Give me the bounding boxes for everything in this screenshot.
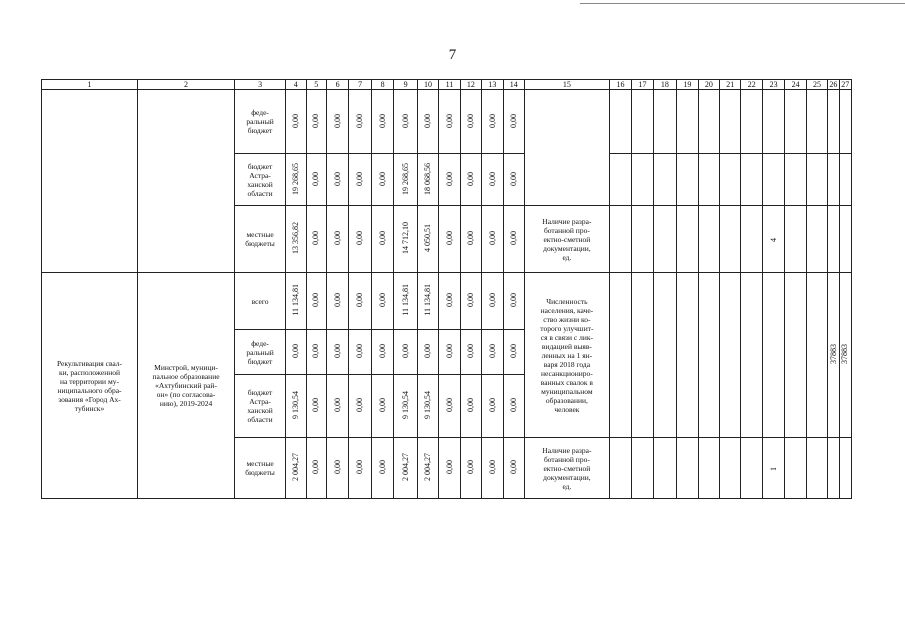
amount-cell	[460, 90, 481, 154]
amount-cell	[371, 438, 393, 499]
amount-cell	[503, 330, 524, 375]
target-cell	[828, 90, 839, 154]
cell-value: 0,00	[291, 113, 300, 128]
cell-value: 0,00	[444, 171, 454, 186]
header-cell-6: 6	[326, 80, 348, 90]
funding-source-label: бюджет Астра- ханской области	[235, 375, 286, 438]
target-cell	[785, 438, 806, 499]
amount-cell	[326, 206, 348, 273]
amount-cell	[286, 375, 306, 438]
target-cell	[720, 273, 741, 438]
cell-value: 0,00	[311, 460, 321, 474]
amount-cell	[503, 273, 524, 330]
amount-cell	[503, 154, 524, 206]
target-cell	[677, 273, 698, 438]
cell-col1-continued	[42, 90, 138, 273]
target-cell	[653, 206, 676, 273]
amount-cell	[460, 375, 481, 438]
cell-value: 0,00	[355, 171, 365, 186]
target-cell	[698, 154, 719, 206]
cell-value: 0,00	[377, 460, 387, 474]
amount-cell	[286, 273, 306, 330]
header-cell-25: 25	[806, 80, 827, 90]
amount-cell	[306, 90, 326, 154]
program-table	[41, 79, 852, 499]
cell-value: 11 134,81	[423, 284, 433, 316]
amount-cell	[417, 330, 438, 375]
cell-value: 0,00	[332, 171, 342, 186]
funding-source-label: всего	[235, 273, 286, 330]
cell-value: 37883	[840, 344, 850, 364]
target-cell	[653, 154, 676, 206]
cell-value: 0,00	[311, 293, 321, 307]
cell-value: 0,00	[377, 171, 387, 186]
cell-value: 0,00	[509, 231, 518, 245]
cell-value: 2 004,27	[400, 453, 410, 481]
cell-value: 0,00	[466, 460, 476, 474]
target-cell	[785, 206, 806, 273]
amount-cell	[349, 330, 371, 375]
header-cell-3: 3	[235, 80, 286, 90]
cell-value: 0,00	[444, 344, 454, 358]
target-cell	[720, 206, 741, 273]
header-cell-2: 2	[138, 80, 235, 90]
cell-value: 0,00	[355, 231, 365, 245]
target-cell	[785, 273, 806, 438]
header-cell-21: 21	[720, 80, 741, 90]
cell-value: 0,00	[487, 398, 497, 412]
amount-cell	[306, 438, 326, 499]
cell-value: 0,00	[509, 398, 518, 412]
target-cell	[806, 154, 827, 206]
target-cell	[609, 206, 631, 273]
cell-value: 0,00	[377, 344, 387, 358]
cell-value: 0,00	[377, 293, 387, 307]
cell-value: 11 134,81	[400, 284, 410, 316]
target-cell	[839, 90, 852, 154]
amount-cell	[482, 330, 503, 375]
target-col-23	[762, 206, 784, 273]
cell-value: 0,00	[400, 344, 410, 358]
amount-cell	[417, 206, 438, 273]
cell-value: 2 004,27	[291, 453, 300, 481]
amount-cell	[349, 90, 371, 154]
amount-cell	[394, 273, 417, 330]
cell-value: 0,00	[377, 231, 387, 245]
target-cell	[632, 273, 653, 438]
cell-value: 14 712,10	[400, 222, 410, 254]
cell-value: 9 130,54	[423, 391, 433, 419]
amount-cell	[417, 273, 438, 330]
header-cell-19: 19	[677, 80, 698, 90]
header-cell-22: 22	[741, 80, 762, 90]
target-cell	[653, 273, 676, 438]
header-cell-9: 9	[394, 80, 417, 90]
header-cell-7: 7	[349, 80, 371, 90]
header-cell-20: 20	[698, 80, 719, 90]
cell-value: 0,00	[466, 113, 476, 128]
cell-col2-continued	[138, 90, 235, 273]
amount-cell	[460, 206, 481, 273]
amount-cell	[326, 330, 348, 375]
header-cell-26: 26	[829, 80, 838, 89]
target-cell	[698, 90, 719, 154]
target-col-26	[828, 273, 839, 438]
target-col-27	[839, 273, 852, 438]
target-cell	[785, 154, 806, 206]
cell-value: 0,00	[509, 171, 518, 186]
table-row	[42, 273, 852, 330]
cell-value: 1	[768, 466, 778, 471]
amount-cell	[394, 375, 417, 438]
cell-value: 0,00	[400, 113, 410, 128]
target-col-23	[762, 438, 784, 499]
amount-cell	[503, 206, 524, 273]
target-cell	[785, 90, 806, 154]
amount-cell	[394, 438, 417, 499]
target-cell	[741, 90, 762, 154]
target-cell	[632, 438, 653, 499]
cell-value: 0,00	[466, 293, 476, 307]
cell-value: 0,00	[487, 171, 497, 186]
amount-cell	[417, 154, 438, 206]
funding-source-label: феде- ральный бюджет	[235, 330, 286, 375]
amount-cell	[417, 90, 438, 154]
target-cell	[806, 438, 827, 499]
cell-value: 0,00	[311, 113, 321, 128]
target-cell	[762, 273, 784, 438]
target-cell	[609, 438, 631, 499]
cell-value: 0,00	[509, 293, 518, 307]
target-cell	[806, 206, 827, 273]
header-cell-4: 4	[286, 80, 306, 90]
funding-source-label: бюджет Астра- ханской области	[235, 154, 286, 206]
amount-cell	[306, 273, 326, 330]
target-cell	[762, 154, 784, 206]
cell-value: 0,00	[332, 231, 342, 245]
header-cell-16: 16	[609, 80, 631, 90]
cell-value: 0,00	[332, 344, 342, 358]
cell-value: 0,00	[466, 398, 476, 412]
cell-value: 0,00	[311, 231, 321, 245]
cell-value: 19 268,65	[291, 162, 300, 195]
amount-cell	[306, 206, 326, 273]
amount-cell	[326, 154, 348, 206]
amount-cell	[482, 438, 503, 499]
cell-value: 18 068,56	[423, 162, 433, 195]
cell-value: 0,00	[377, 398, 387, 412]
header-cell-23: 23	[762, 80, 784, 90]
header-cell-13: 13	[482, 80, 503, 90]
table-row	[42, 90, 852, 154]
amount-cell	[349, 154, 371, 206]
target-cell	[677, 154, 698, 206]
amount-cell	[439, 330, 460, 375]
amount-cell	[306, 154, 326, 206]
cell-value: 0,00	[444, 231, 454, 245]
header-row	[42, 80, 852, 90]
amount-cell	[417, 438, 438, 499]
cell-value: 0,00	[487, 293, 497, 307]
target-cell	[677, 90, 698, 154]
cell-value: 0,00	[355, 344, 365, 358]
cell-value: 0,00	[444, 293, 454, 307]
amount-cell	[326, 90, 348, 154]
target-cell	[698, 438, 719, 499]
target-cell	[677, 206, 698, 273]
amount-cell	[417, 375, 438, 438]
amount-cell	[326, 273, 348, 330]
indicator-cell-empty	[525, 90, 610, 206]
amount-cell	[371, 154, 393, 206]
header-cell-18: 18	[653, 80, 676, 90]
cell-value: 11 134,81	[291, 284, 300, 316]
target-cell	[828, 206, 839, 273]
cell-value: 0,00	[509, 460, 518, 474]
amount-cell	[371, 375, 393, 438]
amount-cell	[439, 90, 460, 154]
target-cell	[632, 90, 653, 154]
amount-cell	[286, 330, 306, 375]
funding-source-label: местные бюджеты	[235, 206, 286, 273]
cell-value: 0,00	[355, 293, 365, 307]
cell-value: 0,00	[466, 231, 476, 245]
cell-value: 0,00	[466, 171, 476, 186]
cell-value: 13 356,82	[291, 222, 300, 254]
cell-value: 37883	[828, 344, 838, 364]
cell-value: 0,00	[355, 113, 365, 128]
amount-cell	[503, 90, 524, 154]
header-cell-17: 17	[632, 80, 653, 90]
header-cell-24: 24	[785, 80, 806, 90]
amount-cell	[371, 330, 393, 375]
amount-cell	[326, 375, 348, 438]
cell-value: 2 004,27	[423, 453, 433, 481]
target-cell	[632, 154, 653, 206]
cell-value: 9 130,54	[291, 391, 300, 419]
amount-cell	[286, 154, 306, 206]
cell-value: 0,00	[332, 460, 342, 474]
header-cell-27: 27	[839, 80, 852, 90]
cell-value: 0,00	[355, 398, 365, 412]
header-cell-15: 15	[525, 80, 610, 90]
amount-cell	[482, 273, 503, 330]
cell-value: 0,00	[423, 113, 433, 128]
amount-cell	[482, 375, 503, 438]
target-cell	[632, 206, 653, 273]
cell-value: 0,00	[487, 460, 497, 474]
amount-cell	[349, 273, 371, 330]
target-cell	[839, 206, 852, 273]
amount-cell	[371, 273, 393, 330]
target-cell	[720, 90, 741, 154]
amount-cell	[394, 90, 417, 154]
cell-value: 0,00	[332, 398, 342, 412]
amount-cell	[482, 90, 503, 154]
funding-source-label: феде- ральный бюджет	[235, 90, 286, 154]
cell-value: 0,00	[355, 460, 365, 474]
target-cell	[741, 154, 762, 206]
amount-cell	[349, 206, 371, 273]
amount-cell	[503, 375, 524, 438]
indicator-docs: Наличие разра- ботанной про- ектно-сметной документации, ед.	[525, 206, 610, 273]
header-cell-1: 1	[42, 80, 138, 90]
target-cell	[828, 438, 839, 499]
amount-cell	[503, 438, 524, 499]
indicator-docs: Наличие разра- ботанной про- ектно-сметной документации, ед.	[525, 438, 610, 499]
target-cell	[806, 273, 827, 438]
header-cell-12: 12	[460, 80, 481, 90]
amount-cell	[394, 206, 417, 273]
amount-cell	[439, 206, 460, 273]
cell-value: 0,00	[291, 344, 300, 358]
amount-cell	[306, 330, 326, 375]
amount-cell	[349, 375, 371, 438]
cell-value: 0,00	[509, 344, 518, 358]
target-cell	[741, 273, 762, 438]
amount-cell	[460, 154, 481, 206]
cell-value: 0,00	[444, 460, 454, 474]
amount-cell	[371, 206, 393, 273]
cell-value: 0,00	[311, 398, 321, 412]
amount-cell	[286, 206, 306, 273]
amount-cell	[460, 273, 481, 330]
target-cell	[698, 273, 719, 438]
measure-name: Рекультивация свал- ки, расположенной на территории му- ниципального обра- зования «Город Ах- тубинск»	[42, 273, 138, 499]
amount-cell	[482, 154, 503, 206]
header-cell-10: 10	[417, 80, 438, 90]
target-cell	[828, 154, 839, 206]
target-cell	[698, 206, 719, 273]
header-cell-5: 5	[306, 80, 326, 90]
amount-cell	[439, 154, 460, 206]
cell-value: 0,00	[487, 231, 497, 245]
cell-value: 0,00	[444, 398, 454, 412]
target-cell	[806, 90, 827, 154]
target-cell	[720, 154, 741, 206]
page-number: 7	[448, 47, 457, 63]
funding-source-label: местные бюджеты	[235, 438, 286, 499]
cell-value: 0,00	[509, 113, 518, 128]
amount-cell	[394, 154, 417, 206]
header-cell-14: 14	[503, 80, 524, 90]
cell-value: 0,00	[311, 344, 321, 358]
target-cell	[741, 206, 762, 273]
cell-value: 0,00	[423, 344, 433, 358]
amount-cell	[460, 330, 481, 375]
target-cell	[609, 273, 631, 438]
amount-cell	[306, 375, 326, 438]
cell-value: 19 268,65	[400, 162, 410, 195]
target-cell	[609, 90, 631, 154]
cell-value: 0,00	[487, 344, 497, 358]
target-cell	[609, 154, 631, 206]
cell-value: 4 050,51	[423, 224, 433, 252]
target-cell	[839, 154, 852, 206]
amount-cell	[349, 438, 371, 499]
cell-value: 9 130,54	[400, 391, 410, 419]
target-cell	[677, 438, 698, 499]
amount-cell	[439, 273, 460, 330]
cell-value: 0,00	[311, 171, 321, 186]
cell-value: 0,00	[466, 344, 476, 358]
cell-value: 0,00	[332, 293, 342, 307]
amount-cell	[439, 375, 460, 438]
amount-cell	[482, 206, 503, 273]
cell-value: 0,00	[377, 113, 387, 128]
amount-cell	[394, 330, 417, 375]
indicator-population: Численность населения, каче- ство жизни ко- торого улучшит- ся в связи с лик- видацией выяв- ленных на 1 ян- варя 2018 года несанкциониро- ванных свалок в муниципальном образовании, человек	[525, 273, 610, 438]
amount-cell	[326, 438, 348, 499]
target-cell	[653, 90, 676, 154]
cell-value: 4	[768, 237, 778, 242]
amount-cell	[439, 438, 460, 499]
amount-cell	[286, 438, 306, 499]
cell-value: 0,00	[332, 113, 342, 128]
target-cell	[741, 438, 762, 499]
target-cell	[762, 90, 784, 154]
header-cell-11: 11	[439, 80, 460, 90]
top-rule	[580, 3, 905, 4]
amount-cell	[286, 90, 306, 154]
cell-value: 0,00	[444, 113, 454, 128]
amount-cell	[460, 438, 481, 499]
header-cell-8: 8	[371, 80, 393, 90]
target-cell	[653, 438, 676, 499]
measure-executor: Минстрой, муници- пальное образование «Ахтубинский рай- он» (по согласова- нию), 2019-2024	[138, 273, 235, 499]
amount-cell	[371, 90, 393, 154]
target-cell	[839, 438, 852, 499]
target-cell	[720, 438, 741, 499]
cell-value: 0,00	[487, 113, 497, 128]
